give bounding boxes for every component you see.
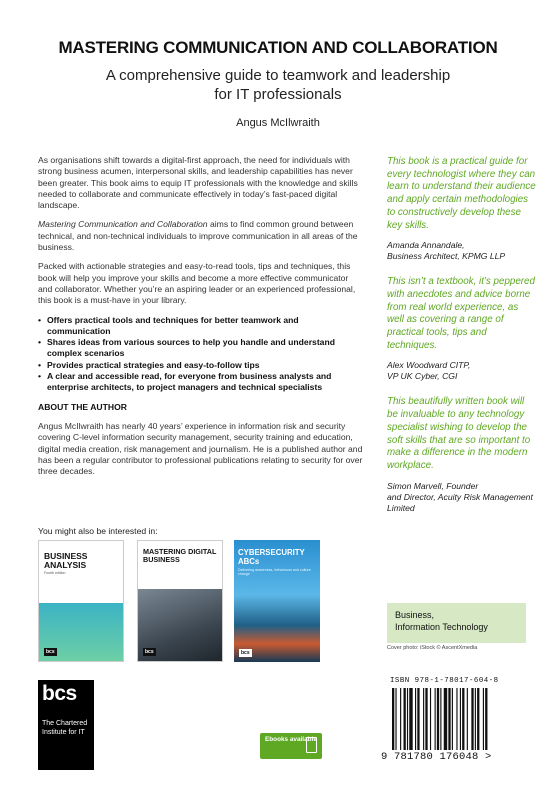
author-name: Angus McIlwraith	[236, 117, 320, 129]
related-book-title: BUSINESS ANALYSIS	[44, 551, 88, 570]
about-author-heading: ABOUT THE AUTHOR	[38, 401, 127, 412]
endorsement-attribution	[387, 481, 537, 514]
related-book-cover	[234, 540, 320, 662]
category-line-1: Business,	[395, 610, 435, 620]
about-author-text: Angus McIlwraith has nearly 40 years’ experience in information risk and security covering C-level information security management, security training and education, digital media creation, risk management and journalism. He is a published author and has been a regular contributor to professional publications relating to security for over three decades.	[38, 420, 363, 477]
book-subtitle: A comprehensive guide to teamwork and leadership for IT professionals	[105, 67, 451, 103]
endorser-role: and Director, Acuity Risk Management Limited	[387, 491, 533, 513]
feature-item: • Shares ideas from various sources to help you handle and understand complex scenarios	[38, 337, 364, 360]
bcs-logo-word: bcs	[42, 682, 77, 705]
endorsement-quote: This isn’t a textbook, it’s peppered with anecdotes and advice borne from real world experience, as well as covering a range of practical tools, tips and techniques.	[387, 276, 535, 351]
category-label	[395, 610, 488, 633]
endorsement-quote: This book is a practical guide for every technologist where they can learn to understand their audience and apply certain methodologies to constructively develop these key skills.	[387, 156, 536, 231]
feature-list	[38, 315, 364, 394]
barcode	[390, 688, 520, 752]
bcs-logo	[38, 680, 94, 770]
related-book-cover	[137, 540, 223, 662]
blurb-column	[38, 155, 364, 485]
endorser-role: VP UK Cyber, CGI	[387, 371, 458, 382]
related-book-subtitle: Fourth edition	[44, 571, 66, 575]
tablet-icon	[306, 737, 317, 753]
endorsements-column	[387, 156, 537, 528]
ebooks-label: Ebooks available	[265, 736, 317, 743]
bcs-tagline: The Chartered Institute for IT	[42, 720, 88, 736]
related-book-title: CYBERSECURITY ABCs	[238, 548, 305, 566]
isbn-label: ISBN 978-1-78017-604-8	[390, 677, 499, 685]
related-book-subtitle: Delivering awareness, behaviours and culture change	[238, 568, 311, 576]
blurb-paragraph-2-text: aims to find common ground between technical, and non-technical individuals to improve communication in all areas of the business.	[38, 219, 358, 253]
related-book-cover	[38, 540, 124, 662]
related-books-heading: You might also be interested in:	[38, 526, 158, 536]
feature-item: • Offers practical tools and techniques for better teamwork and communication	[38, 315, 364, 338]
related-book-title: MASTERING DIGITAL BUSINESS	[143, 547, 217, 564]
book-title: MASTERING COMMUNICATION AND COLLABORATION	[58, 38, 498, 57]
cover-photo-credit: Cover photo: iStock © AscentXmedia	[387, 645, 478, 651]
endorsement-quote: This beautifully written book will be invaluable to any technology specialist wishing to develop the soft skills that are so important to make a difference in the modern workplace.	[387, 396, 531, 471]
category-box	[387, 603, 526, 643]
endorser-name: Simon Marvell, Founder	[387, 480, 479, 491]
ebooks-badge	[260, 733, 322, 759]
endorser-name: Amanda Annandale,	[387, 240, 465, 251]
bcs-mini-logo: bcs	[241, 650, 250, 656]
category-line-2: Information Technology	[395, 621, 488, 632]
endorsement-attribution	[387, 240, 537, 262]
barcode-digits: 9 781780 176048 >	[381, 751, 492, 763]
feature-item: • A clear and accessible read, for everyone from business analysts and enterprise architects, to project managers and technical specialists	[38, 371, 364, 394]
bcs-mini-logo: bcs	[46, 649, 55, 655]
blurb-paragraph-3: Packed with actionable strategies and easy-to-read tools, tips and techniques, this book will help you improve your skills and become a more effective communicator and collaborator. Whether you’re an aspiring leader or an experienced professional, this book is a must-have in your library.	[38, 261, 356, 306]
blurb-book-title: Mastering Communication and Collaboration	[38, 219, 208, 230]
feature-item: • Provides practical strategies and easy-to-follow tips	[38, 360, 364, 371]
endorsement-attribution	[387, 360, 537, 382]
bcs-mini-logo: bcs	[145, 649, 154, 655]
endorser-role: Business Architect, KPMG LLP	[387, 251, 506, 262]
endorser-name: Alex Woodward CITP,	[387, 360, 471, 371]
blurb-paragraph-2	[38, 219, 364, 253]
blurb-paragraph-1: As organisations shift towards a digital-first approach, the need for individuals with strong business acumen, interpersonal skills, and leadership capabilities has never been greater. This book aims to equip IT professionals with the knowledge and skills needed to collaborate and communicate effectively in today’s fast-paced digital landscape.	[38, 155, 358, 211]
